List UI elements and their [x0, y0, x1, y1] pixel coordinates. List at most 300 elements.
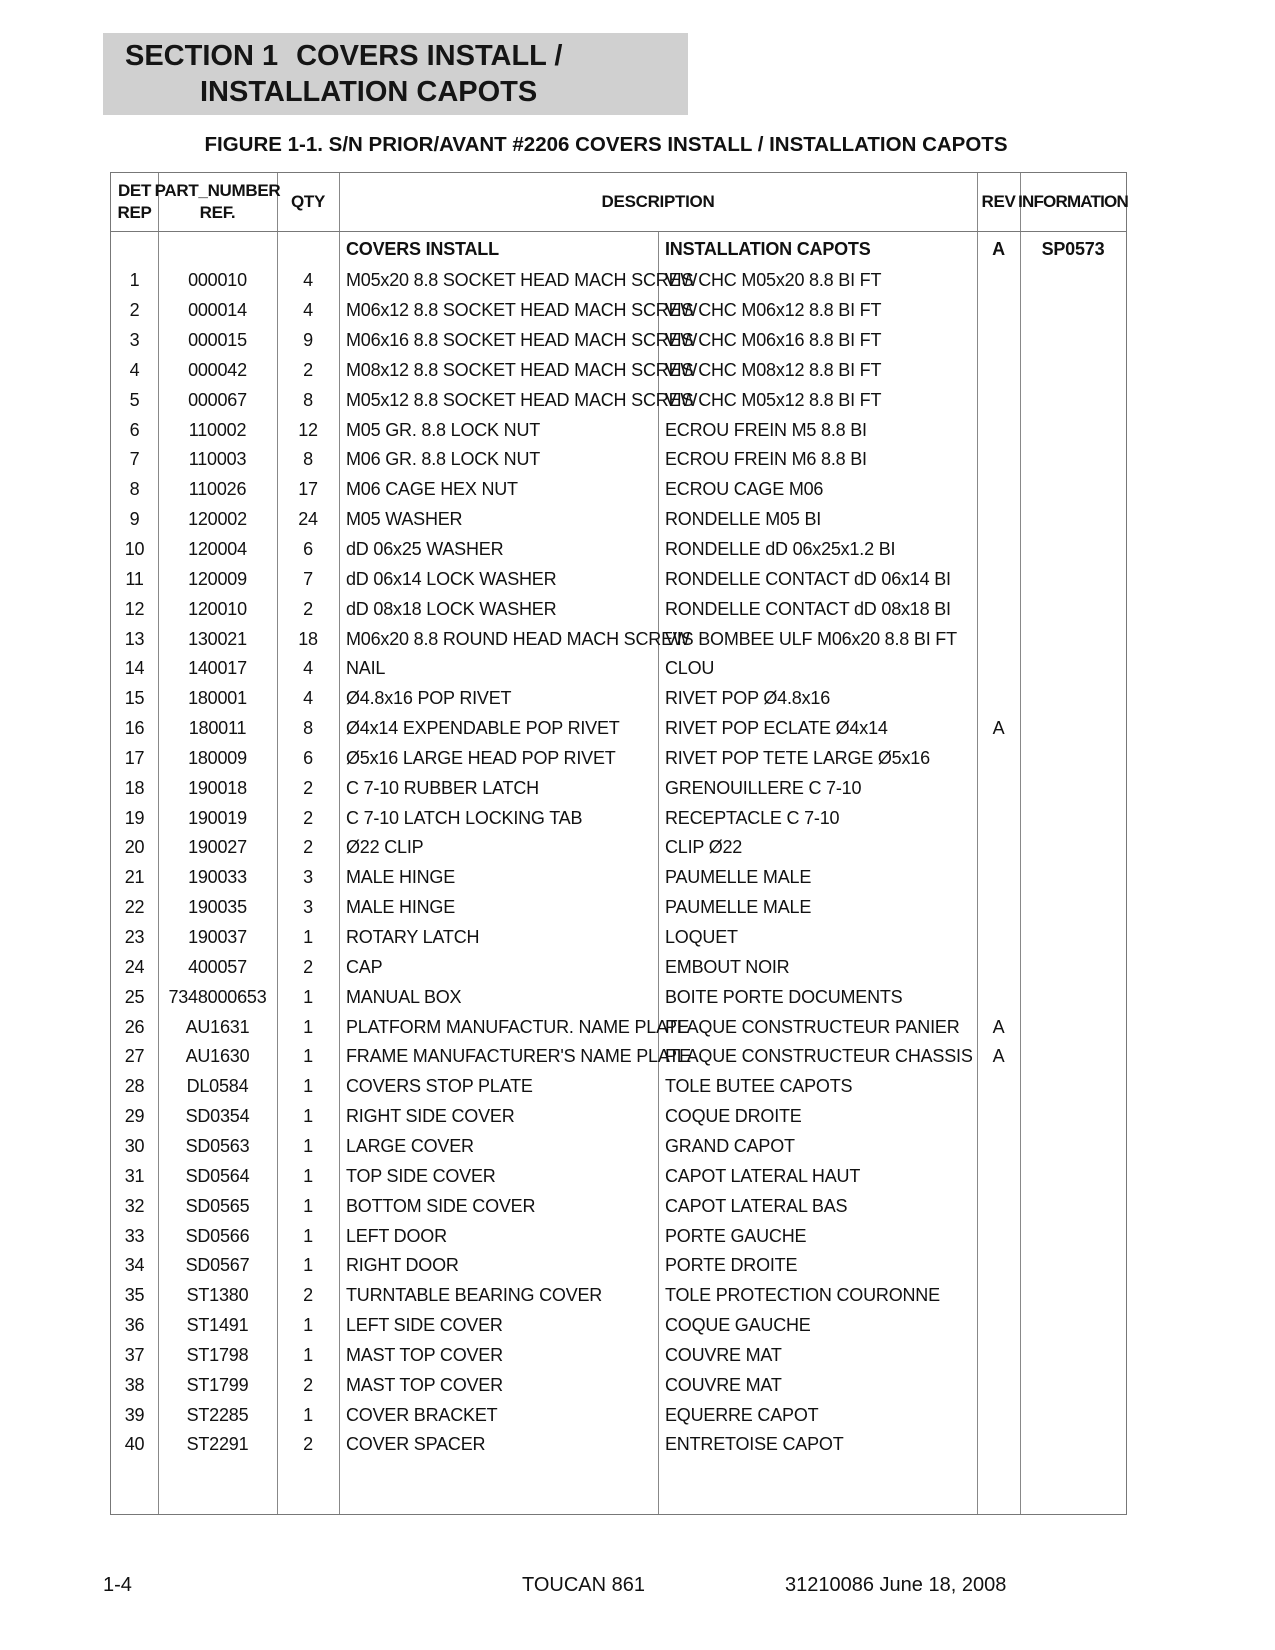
description-french-cell: EMBOUT NOIR: [665, 956, 790, 977]
rev-cell: [977, 355, 1020, 386]
description-english-cell: COVER SPACER: [346, 1434, 486, 1455]
part-number-cell: 130021: [188, 628, 247, 649]
description-english-cell: MAST TOP COVER: [346, 1344, 503, 1365]
rev-cell: [977, 624, 1020, 655]
part-number-cell: 000014: [188, 300, 247, 321]
det-rep-cell: 19: [124, 807, 145, 828]
table-row: [111, 773, 1126, 804]
description-english-cell: COVERS STOP PLATE: [346, 1076, 533, 1097]
description-english-cell: M06x12 8.8 SOCKET HEAD MACH SCREW: [346, 300, 698, 321]
table-row: [111, 1400, 1126, 1431]
description-english-cell: Ø4x14 EXPENDABLE POP RIVET: [346, 718, 620, 739]
qty-cell: 2: [303, 956, 313, 977]
description-french-cell: EQUERRE CAPOT: [665, 1404, 819, 1425]
part-number-cell: 180011: [188, 718, 247, 739]
description-english-cell: LEFT DOOR: [346, 1225, 447, 1246]
figure-title: FIGURE 1-1. S/N PRIOR/AVANT #2206 COVERS INSTALL / INSTALLATION CAPOTS: [204, 133, 1008, 156]
qty-cell: 4: [303, 270, 313, 291]
table-row: [111, 1191, 1126, 1222]
qty-cell: 6: [303, 747, 313, 768]
part-number-cell: ST1799: [186, 1374, 249, 1395]
table-row: [111, 474, 1126, 505]
rev-cell: [977, 952, 1020, 983]
section-banner: [103, 33, 688, 115]
rev-cell: [977, 1101, 1020, 1132]
det-rep-cell: 35: [124, 1285, 145, 1306]
table-row: [111, 534, 1126, 565]
description-french-cell: COQUE DROITE: [665, 1106, 802, 1127]
description-english-cell: C 7-10 LATCH LOCKING TAB: [346, 807, 583, 828]
description-french-cell: COUVRE MAT: [665, 1344, 782, 1365]
description-english-cell: LEFT SIDE COVER: [346, 1315, 503, 1336]
description-english-cell: M08x12 8.8 SOCKET HEAD MACH SCREW: [346, 359, 698, 380]
part-number-cell: 190037: [188, 927, 247, 947]
qty-cell: 2: [303, 807, 313, 828]
rev-cell: [977, 982, 1020, 1013]
rev-cell: [977, 265, 1020, 296]
qty-cell: 2: [303, 598, 313, 619]
table-row: [111, 385, 1126, 416]
table-row: [111, 952, 1126, 983]
table-row: [111, 1161, 1126, 1192]
rev-cell: [977, 325, 1020, 356]
qty-cell: 7: [303, 568, 313, 589]
qty-cell: 1: [303, 1195, 313, 1216]
table-row: [111, 594, 1126, 625]
det-rep-cell: 2: [129, 300, 140, 321]
rev-cell: [977, 803, 1020, 834]
table-row: [111, 1221, 1126, 1252]
description-english-cell: M06x16 8.8 SOCKET HEAD MACH SCREW: [346, 330, 698, 350]
section-title-line2: INSTALLATION CAPOTS: [200, 76, 538, 108]
table-row: [111, 743, 1126, 774]
part-number-cell: AU1631: [185, 1016, 250, 1037]
qty-cell: 18: [298, 628, 318, 649]
part-number-cell: 110003: [188, 449, 247, 470]
table-row: [111, 713, 1126, 744]
part-number-cell: 190033: [188, 867, 247, 888]
qty-cell: 1: [303, 986, 313, 1007]
rev-cell: [977, 1221, 1020, 1252]
det-rep-cell: 10: [124, 538, 145, 559]
table-row: [111, 1041, 1126, 1072]
det-rep-cell: 4: [129, 359, 140, 380]
description-english-cell: MANUAL BOX: [346, 986, 462, 1007]
description-english-cell: TURNTABLE BEARING COVER: [346, 1285, 603, 1306]
det-rep-cell: 5: [129, 389, 140, 410]
rev-cell: [977, 1161, 1020, 1192]
description-english-cell: COVER BRACKET: [346, 1404, 498, 1425]
det-rep-cell: 33: [124, 1225, 145, 1246]
description-french-cell: ECROU CAGE M06: [665, 479, 824, 500]
table-row: [111, 624, 1126, 655]
rev-cell: [977, 1400, 1020, 1431]
part-number-cell: ST1798: [186, 1344, 249, 1365]
title-row-english: COVERS INSTALL: [346, 239, 499, 259]
rev-cell: [977, 683, 1020, 714]
det-rep-cell: 9: [129, 509, 140, 530]
part-number-cell: 120002: [188, 509, 247, 530]
table-row: [111, 1310, 1126, 1341]
description-french-cell: GRENOUILLERE C 7-10: [665, 777, 862, 798]
det-rep-cell: 23: [124, 927, 145, 947]
part-number-cell: 110026: [188, 479, 247, 500]
rev-cell: A: [992, 1016, 1005, 1037]
part-number-cell: 190027: [188, 837, 247, 858]
description-english-cell: M06x20 8.8 ROUND HEAD MACH SCREW: [346, 628, 690, 649]
table-row: [111, 1101, 1126, 1132]
description-french-cell: PLAQUE CONSTRUCTEUR CHASSIS: [665, 1046, 973, 1067]
description-english-cell: M06 CAGE HEX NUT: [346, 479, 518, 500]
rev-cell: [977, 1131, 1020, 1162]
part-number-cell: DL0584: [186, 1076, 249, 1097]
qty-cell: 17: [298, 479, 318, 500]
rev-cell: [977, 743, 1020, 774]
description-english-cell: TOP SIDE COVER: [346, 1165, 496, 1186]
description-french-cell: PAUMELLE MALE: [665, 867, 812, 888]
title-row-information: SP0573: [1041, 239, 1105, 259]
qty-cell: 2: [303, 359, 313, 380]
table-row: [111, 1250, 1126, 1281]
det-rep-cell: 7: [129, 449, 140, 470]
det-rep-cell: 20: [124, 837, 145, 858]
rev-cell: [977, 1340, 1020, 1371]
description-english-cell: NAIL: [346, 658, 386, 679]
description-english-cell: dD 06x14 LOCK WASHER: [346, 568, 557, 589]
det-rep-cell: 24: [124, 956, 145, 977]
det-rep-cell: 8: [129, 479, 140, 500]
table-title-row: [111, 234, 1126, 265]
header-rev: REV: [981, 192, 1016, 211]
part-number-cell: 180009: [188, 747, 247, 768]
part-number-cell: SD0564: [185, 1165, 250, 1186]
det-rep-cell: 15: [124, 688, 145, 709]
section-number: SECTION 1: [125, 40, 279, 72]
table-row: [111, 803, 1126, 834]
description-french-cell: VIS CHC M05x20 8.8 BI FT: [665, 270, 882, 291]
table-row: [111, 1340, 1126, 1371]
part-number-cell: 000042: [188, 359, 247, 380]
description-french-cell: RIVET POP Ø4.8x16: [665, 688, 831, 709]
title-row-french: INSTALLATION CAPOTS: [665, 239, 871, 259]
description-english-cell: RIGHT SIDE COVER: [346, 1106, 515, 1127]
part-number-cell: 190019: [188, 807, 247, 828]
description-english-cell: Ø4.8x16 POP RIVET: [346, 688, 512, 709]
part-number-cell: 000010: [188, 270, 247, 291]
table-row: [111, 415, 1126, 446]
part-number-cell: 120009: [188, 568, 247, 589]
qty-cell: 2: [303, 777, 313, 798]
description-french-cell: RONDELLE CONTACT dD 06x14 BI: [665, 568, 951, 589]
description-english-cell: FRAME MANUFACTURER'S NAME PLATE: [346, 1046, 691, 1067]
table-row: [111, 1131, 1126, 1162]
description-english-cell: C 7-10 RUBBER LATCH: [346, 777, 539, 798]
table-row: [111, 1429, 1126, 1460]
part-number-cell: 180001: [188, 688, 247, 709]
table-row: [111, 862, 1126, 893]
description-french-cell: RECEPTACLE C 7-10: [665, 807, 840, 828]
part-number-cell: ST2285: [186, 1404, 249, 1425]
rev-cell: [977, 504, 1020, 535]
det-rep-cell: 3: [129, 330, 140, 350]
description-french-cell: PORTE GAUCHE: [665, 1225, 807, 1246]
rev-cell: [977, 534, 1020, 565]
rev-cell: [977, 773, 1020, 804]
header-det-rep: DET REP: [117, 181, 152, 222]
table-row: [111, 444, 1126, 475]
det-rep-cell: 17: [124, 747, 145, 768]
description-french-cell: ECROU FREIN M6 8.8 BI: [665, 449, 867, 470]
det-rep-cell: 28: [124, 1076, 145, 1097]
qty-cell: 4: [303, 300, 313, 321]
qty-cell: 2: [303, 1434, 313, 1455]
description-english-cell: RIGHT DOOR: [346, 1255, 459, 1276]
header-part-number: PART_NUMBER REF.: [154, 181, 281, 222]
description-english-cell: Ø5x16 LARGE HEAD POP RIVET: [346, 747, 616, 768]
description-french-cell: CLIP Ø22: [665, 837, 743, 858]
qty-cell: 8: [303, 449, 313, 470]
det-rep-cell: 13: [124, 628, 145, 649]
description-french-cell: RONDELLE CONTACT dD 08x18 BI: [665, 598, 951, 619]
det-rep-cell: 25: [124, 986, 145, 1007]
part-number-cell: 190035: [188, 897, 247, 918]
det-rep-cell: 32: [124, 1195, 145, 1216]
part-number-cell: 120004: [188, 538, 247, 559]
qty-cell: 2: [303, 837, 313, 858]
part-number-cell: SD0354: [185, 1106, 250, 1127]
description-french-cell: VIS CHC M05x12 8.8 BI FT: [665, 389, 882, 410]
table-row: [111, 564, 1126, 595]
part-number-cell: ST2291: [186, 1434, 249, 1455]
table-row: [111, 295, 1126, 326]
det-rep-cell: 21: [124, 867, 145, 888]
table-row: [111, 355, 1126, 386]
table-row: [111, 325, 1126, 356]
rev-cell: [977, 1191, 1020, 1222]
description-french-cell: VIS CHC M08x12 8.8 BI FT: [665, 359, 882, 380]
description-english-cell: ROTARY LATCH: [346, 927, 480, 947]
qty-cell: 1: [303, 1106, 313, 1127]
model-name: TOUCAN 861: [522, 1574, 646, 1596]
description-french-cell: RONDELLE dD 06x25x1.2 BI: [665, 538, 896, 559]
part-number-cell: 140017: [188, 658, 247, 679]
table-row: [111, 683, 1126, 714]
part-number-cell: 7348000653: [168, 986, 267, 1007]
parts-table: [110, 172, 1127, 1515]
description-french-cell: PAUMELLE MALE: [665, 897, 812, 918]
description-french-cell: RONDELLE M05 BI: [665, 509, 822, 530]
description-french-cell: RIVET POP TETE LARGE Ø5x16: [665, 747, 930, 768]
det-rep-cell: 14: [124, 658, 145, 679]
rev-cell: [977, 474, 1020, 505]
table-row: [111, 832, 1126, 863]
qty-cell: 1: [303, 927, 313, 947]
part-number-cell: ST1380: [186, 1285, 249, 1306]
description-english-cell: dD 06x25 WASHER: [346, 538, 504, 559]
description-english-cell: BOTTOM SIDE COVER: [346, 1195, 536, 1216]
det-rep-cell: 12: [124, 598, 145, 619]
description-english-cell: MALE HINGE: [346, 897, 456, 918]
qty-cell: 2: [303, 1374, 313, 1395]
table-row: [111, 265, 1126, 296]
description-french-cell: BOITE PORTE DOCUMENTS: [665, 986, 903, 1007]
description-english-cell: M05 WASHER: [346, 509, 463, 530]
description-english-cell: MAST TOP COVER: [346, 1374, 503, 1395]
description-french-cell: ECROU FREIN M5 8.8 BI: [665, 419, 867, 440]
det-rep-cell: 11: [125, 568, 144, 589]
part-number-cell: AU1630: [185, 1046, 250, 1067]
section-title-line1: COVERS INSTALL /: [296, 40, 563, 72]
qty-cell: 1: [303, 1344, 313, 1365]
det-rep-cell: 6: [129, 419, 140, 440]
rev-cell: [977, 653, 1020, 684]
table-row: [111, 653, 1126, 684]
qty-cell: 1: [303, 1404, 313, 1425]
description-english-cell: M05 GR. 8.8 LOCK NUT: [346, 419, 541, 440]
qty-cell: 1: [303, 1076, 313, 1097]
rev-cell: [977, 1370, 1020, 1401]
part-number-cell: 400057: [188, 956, 247, 977]
table-row: [111, 922, 1126, 953]
description-english-cell: CAP: [346, 956, 383, 977]
det-rep-cell: 36: [124, 1315, 145, 1336]
det-rep-cell: 30: [124, 1135, 145, 1156]
part-number-cell: 120010: [188, 598, 247, 619]
qty-cell: 3: [303, 897, 313, 918]
description-french-cell: COUVRE MAT: [665, 1374, 782, 1395]
part-number-cell: 000067: [188, 389, 247, 410]
qty-cell: 12: [298, 419, 318, 440]
det-rep-cell: 34: [124, 1255, 145, 1276]
det-rep-cell: 1: [129, 270, 140, 291]
description-english-cell: PLATFORM MANUFACTUR. NAME PLATE: [346, 1016, 690, 1037]
qty-cell: 1: [303, 1255, 313, 1276]
det-rep-cell: 37: [124, 1344, 145, 1365]
description-english-cell: MALE HINGE: [346, 867, 456, 888]
rev-cell: [977, 444, 1020, 475]
description-english-cell: M06 GR. 8.8 LOCK NUT: [346, 449, 541, 470]
qty-cell: 1: [303, 1016, 313, 1037]
det-rep-cell: 18: [124, 777, 145, 798]
description-french-cell: TOLE BUTEE CAPOTS: [665, 1076, 853, 1097]
qty-cell: 1: [303, 1315, 313, 1336]
rev-cell: [977, 892, 1020, 923]
table-row: [111, 1071, 1126, 1102]
part-number-cell: SD0565: [185, 1195, 250, 1216]
description-french-cell: CLOU: [665, 658, 715, 679]
table-row: [111, 1280, 1126, 1311]
qty-cell: 2: [303, 1285, 313, 1306]
qty-cell: 8: [303, 389, 313, 410]
qty-cell: 6: [303, 538, 313, 559]
qty-cell: 24: [298, 509, 318, 530]
rev-cell: [977, 1071, 1020, 1102]
description-french-cell: PLAQUE CONSTRUCTEUR PANIER: [665, 1016, 960, 1037]
description-french-cell: CAPOT LATERAL HAUT: [665, 1165, 861, 1186]
title-row-rev: A: [992, 239, 1005, 259]
page-footer: [0, 1574, 1275, 1600]
rev-cell: A: [992, 1046, 1005, 1067]
rev-cell: [977, 832, 1020, 863]
part-number-cell: 190018: [188, 777, 247, 798]
description-french-cell: CAPOT LATERAL BAS: [665, 1195, 848, 1216]
header-qty: QTY: [290, 192, 326, 211]
description-french-cell: TOLE PROTECTION COURONNE: [665, 1285, 940, 1306]
rev-cell: A: [992, 718, 1005, 739]
rev-cell: [977, 564, 1020, 595]
qty-cell: 3: [303, 867, 313, 888]
page-number: 1-4: [103, 1574, 132, 1596]
header-information: INFORMATION: [1018, 192, 1128, 211]
part-number-cell: ST1491: [186, 1315, 249, 1336]
description-english-cell: dD 08x18 LOCK WASHER: [346, 598, 557, 619]
det-rep-cell: 31: [124, 1165, 145, 1186]
table-row: [111, 982, 1126, 1013]
qty-cell: 8: [303, 718, 313, 739]
description-english-cell: M05x12 8.8 SOCKET HEAD MACH SCREW: [346, 389, 698, 410]
table-row: [111, 1370, 1126, 1401]
part-number-cell: 110002: [188, 419, 247, 440]
part-number-cell: SD0566: [185, 1225, 250, 1246]
document-number-date: 31210086 June 18, 2008: [785, 1574, 1007, 1596]
description-french-cell: VIS CHC M06x16 8.8 BI FT: [665, 330, 882, 350]
qty-cell: 1: [303, 1135, 313, 1156]
rev-cell: [977, 415, 1020, 446]
table-row: [111, 504, 1126, 535]
det-rep-cell: 40: [124, 1434, 145, 1455]
rev-cell: [977, 1280, 1020, 1311]
rev-cell: [977, 862, 1020, 893]
part-number-cell: SD0567: [185, 1255, 250, 1276]
description-french-cell: RIVET POP ECLATE Ø4x14: [665, 718, 888, 739]
det-rep-cell: 39: [124, 1404, 145, 1425]
description-english-cell: LARGE COVER: [346, 1135, 474, 1156]
description-french-cell: GRAND CAPOT: [665, 1135, 795, 1156]
qty-cell: 9: [303, 330, 313, 350]
part-number-cell: SD0563: [185, 1135, 250, 1156]
det-rep-cell: 16: [124, 718, 145, 739]
description-french-cell: LOQUET: [665, 927, 738, 947]
det-rep-cell: 29: [124, 1106, 145, 1127]
description-french-cell: VIS CHC M06x12 8.8 BI FT: [665, 300, 882, 321]
description-french-cell: COQUE GAUCHE: [665, 1315, 811, 1336]
description-french-cell: VIS BOMBEE ULF M06x20 8.8 BI FT: [665, 628, 957, 649]
rev-cell: [977, 1250, 1020, 1281]
description-english-cell: M05x20 8.8 SOCKET HEAD MACH SCREW: [346, 270, 698, 291]
rev-cell: [977, 594, 1020, 625]
description-french-cell: ENTRETOISE CAPOT: [665, 1434, 844, 1455]
table-row: [111, 1012, 1126, 1043]
det-rep-cell: 26: [124, 1016, 145, 1037]
rev-cell: [977, 1429, 1020, 1460]
rev-cell: [977, 1310, 1020, 1341]
header-divider: [111, 231, 1126, 232]
table-row: [111, 892, 1126, 923]
rev-cell: [977, 385, 1020, 416]
rev-cell: [977, 922, 1020, 953]
det-rep-cell: 22: [124, 897, 145, 918]
header-description: DESCRIPTION: [601, 192, 715, 211]
rev-cell: [977, 295, 1020, 326]
qty-cell: 1: [303, 1046, 313, 1067]
description-english-cell: Ø22 CLIP: [346, 837, 424, 858]
det-rep-cell: 27: [124, 1046, 145, 1067]
description-french-cell: PORTE DROITE: [665, 1255, 798, 1276]
qty-cell: 4: [303, 658, 313, 679]
qty-cell: 1: [303, 1165, 313, 1186]
det-rep-cell: 38: [124, 1374, 145, 1395]
part-number-cell: 000015: [188, 330, 247, 350]
